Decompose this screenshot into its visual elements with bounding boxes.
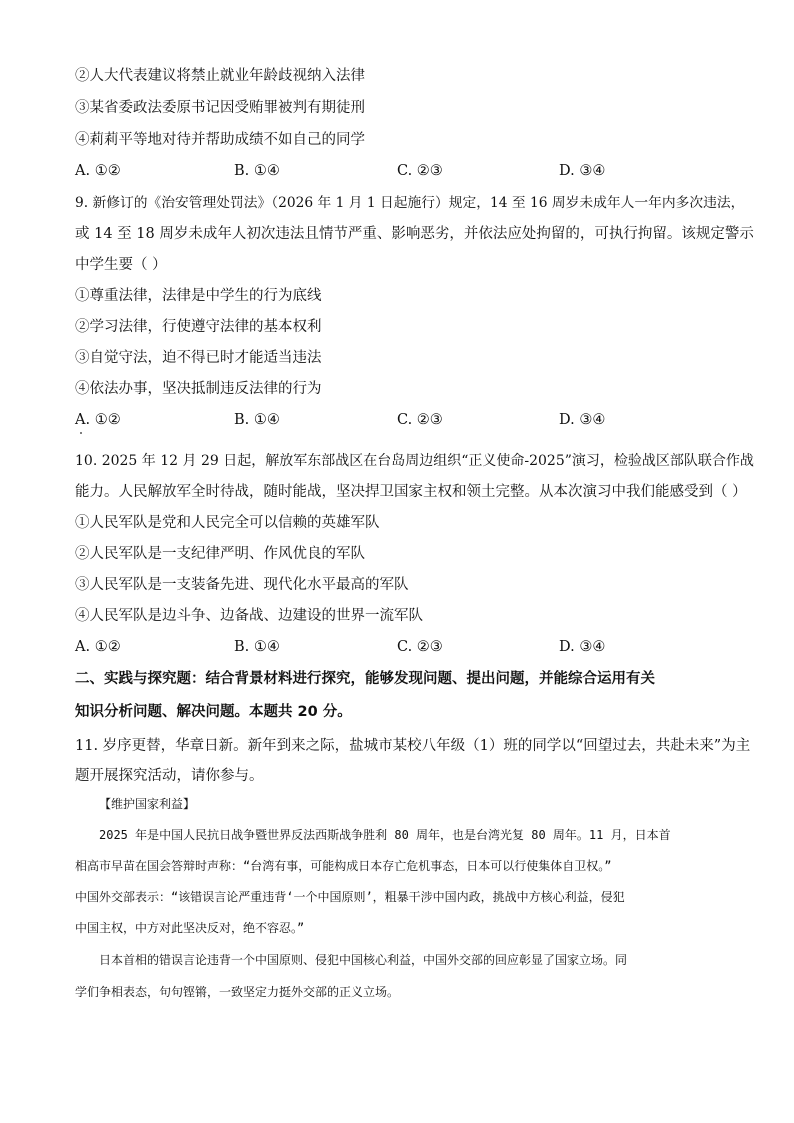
q8-statement-4: ④莉莉平等地对待并帮助成绩不如自己的同学 [75,132,365,148]
material-paragraph-1-line-4: 中国主权，中方对此坚决反对，绝不容忍。” [75,921,305,935]
q8-statement-2: ②人大代表建议将禁止就业年龄歧视纳入法律 [75,68,365,84]
q10-statement-4: ④人民军队是边斗争、边备战、边建设的世界一流军队 [75,608,423,624]
material-heading: 【维护国家利益】 [99,797,196,811]
q10-statement-2: ②人民军队是一支纪律严明、作风优良的军队 [75,546,365,562]
q9-stem-line-2: 或 14 至 18 周岁未成年人初次违法且情节严重、影响恶劣，并依法应处拘留的，可执行拘留。该规定警示 [75,226,754,242]
q10-option-c[interactable]: C. ②③ [397,639,443,655]
q9-stem-line-3: 中学生要（ ） [75,257,167,273]
q9-options [75,410,715,430]
stray-mark [80,432,82,434]
section-2-heading-line-2: 知识分析问题、解决问题。本题共 20 分。 [75,704,352,720]
q10-option-a[interactable]: A. ①② [75,639,121,655]
q11-stem-line-1: 11. 岁序更替，华章日新。新年到来之际，盐城市某校八年级（1）班的同学以“回望过去，共赴未来”为主 [75,738,751,754]
material-paragraph-2-line-2: 学们争相表态，句句铿锵，一致坚定力挺外交部的正义立场。 [75,985,400,999]
q10-stem-line-2: 能力。人民解放军全时待战，随时能战，坚决捍卫国家主权和领土完整。从本次演习中我们能感受到（ ） [75,484,747,500]
q8-option-a[interactable]: A. ①② [75,163,121,179]
q9-statement-2: ②学习法律，行使遵守法律的基本权利 [75,319,322,335]
material-paragraph-1-line-3: 中国外交部表示：“该错误言论严重违背‘一个中国原则’，粗暴干涉中国内政，挑战中方核心利益，侵犯 [75,890,625,904]
q8-option-d[interactable]: D. ③④ [559,163,606,179]
material-paragraph-1-line-1: 2025 年是中国人民抗日战争暨世界反法西斯战争胜利 80 周年，也是台湾光复 80 周年。11 月，日本首 [99,828,671,842]
q9-stem-line-1: 9. 新修订的《治安管理处罚法》（2026 年 1 月 1 日起施行）规定，14 至 16 周岁未成年人一年内多次违法， [75,195,745,211]
q10-options [75,637,715,657]
q9-option-c[interactable]: C. ②③ [397,412,443,428]
q8-statement-3: ③某省委政法委原书记因受贿罪被判有期徒刑 [75,100,365,116]
q9-option-b[interactable]: B. ①④ [234,412,280,428]
q8-options [75,161,715,181]
section-2-heading-line-1: 二、实践与探究题：结合背景材料进行探究，能够发现问题、提出问题，并能综合运用有关 [75,671,655,687]
material-paragraph-2-line-1: 日本首相的错误言论违背一个中国原则、侵犯中国核心利益，中国外交部的回应彰显了国家立场。同 [99,953,628,967]
q10-stem-line-1: 10. 2025 年 12 月 29 日起，解放军东部战区在台岛周边组织“正义使命-2025”演习，检验战区部队联合作战 [75,453,754,469]
q10-option-d[interactable]: D. ③④ [559,639,606,655]
q10-statement-1: ①人民军队是党和人民完全可以信赖的英雄军队 [75,515,380,531]
q9-statement-4: ④依法办事，坚决抵制违反法律的行为 [75,381,322,397]
q9-statement-1: ①尊重法律，法律是中学生的行为底线 [75,288,322,304]
q8-option-c[interactable]: C. ②③ [397,163,443,179]
q11-stem-line-2: 题开展探究活动，请你参与。 [75,768,264,784]
q9-statement-3: ③自觉守法，迫不得已时才能适当违法 [75,350,322,366]
q8-option-b[interactable]: B. ①④ [234,163,280,179]
material-paragraph-1-line-2: 相高市早苗在国会答辩时声称：“台湾有事，可能构成日本存亡危机事态，日本可以行使集体自卫权。” [75,859,612,873]
q9-option-a[interactable]: A. ①② [75,412,121,428]
q10-option-b[interactable]: B. ①④ [234,639,280,655]
q9-option-d[interactable]: D. ③④ [559,412,606,428]
q10-statement-3: ③人民军队是一支装备先进、现代化水平最高的军队 [75,577,409,593]
